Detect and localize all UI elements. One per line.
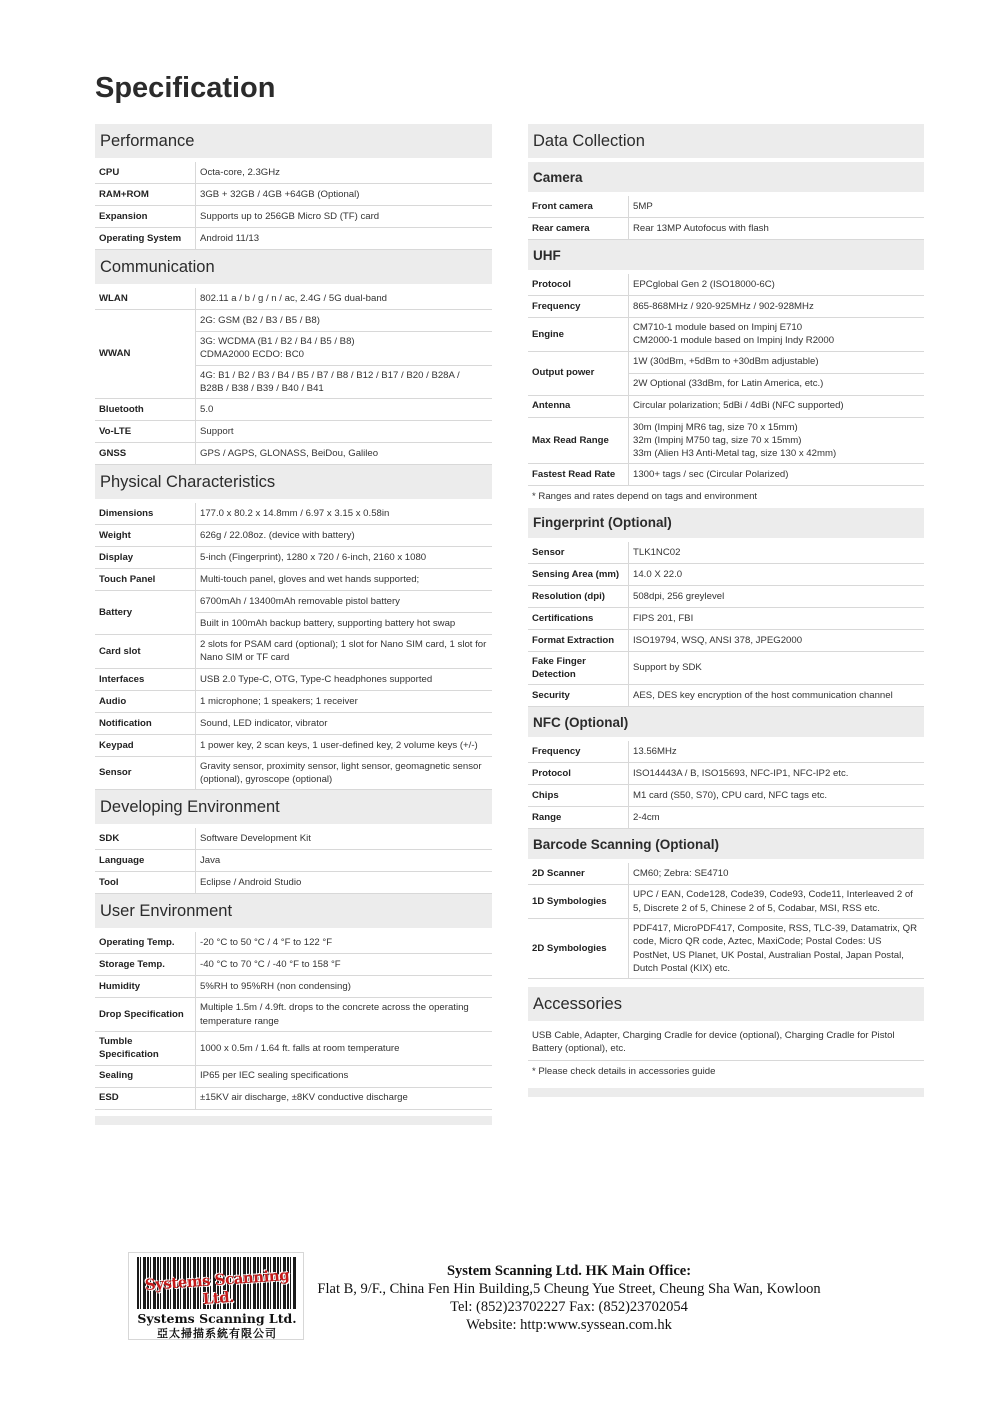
table-row xyxy=(528,685,924,707)
spec-value-1d-symbologies: UPC / EAN, Code128, Code39, Code93, Code11, Interleaved 2 of 5, Discrete 2 of 5, Chinese 2 of 5, Codabar, MSI, RSS etc. xyxy=(629,885,925,919)
table-row xyxy=(528,807,924,829)
section-heading-physical-characteristics: Physical Characteristics xyxy=(95,465,492,499)
spec-label-interfaces: Interfaces xyxy=(95,668,196,690)
spec-value-sdk: Software Development Kit xyxy=(196,828,493,850)
uhf-table xyxy=(528,274,924,486)
spec-label-sensor: Sensor xyxy=(528,542,629,564)
logo-brand-text: Systems Scanning Ltd. xyxy=(144,1265,290,1309)
spec-value-protocol: EPCglobal Gen 2 (ISO18000-6C) xyxy=(629,274,925,296)
fingerprint-optional-table xyxy=(528,542,924,708)
table-row xyxy=(528,296,924,318)
table-row xyxy=(95,668,492,690)
spec-label-2d-scanner: 2D Scanner xyxy=(528,863,629,885)
table-row xyxy=(95,635,492,669)
logo-name-cn: 亞太掃描系統有限公司 xyxy=(157,1328,277,1340)
spec-label-esd: ESD xyxy=(95,1087,196,1109)
spec-value-storage-temp: -40 °C to 70 °C / -40 °F to 158 °F xyxy=(196,954,493,976)
spec-value-max-read-range: 30m (Impinj MR6 tag, size 70 x 15mm) 32m (Impinj M750 tag, size 70 x 15mm) 33m (Alien H3 Anti-Metal tag, size 130 x 42mm) xyxy=(629,417,925,464)
spec-value-output-power: 2W Optional (33dBm, for Latin America, etc.) xyxy=(629,373,925,395)
spec-label-notification: Notification xyxy=(95,712,196,734)
table-row xyxy=(95,569,492,591)
subsection-heading-fingerprint-optional: Fingerprint (Optional) xyxy=(528,508,924,538)
spec-label-wlan: WLAN xyxy=(95,288,196,310)
right-column xyxy=(528,124,924,1097)
spec-label-audio: Audio xyxy=(95,690,196,712)
spec-value-2d-scanner: CM60; Zebra: SE4710 xyxy=(629,863,925,885)
table-row xyxy=(528,395,924,417)
footnote: * Ranges and rates depend on tags and environment xyxy=(532,491,758,503)
office-website[interactable]: Website: http:www.syssean.com.hk xyxy=(466,1317,672,1333)
spec-label-2d-symbologies: 2D Symbologies xyxy=(528,918,629,978)
table-row xyxy=(95,591,492,613)
spec-value-2d-symbologies: PDF417, MicroPDF417, Composite, RSS, TLC-39, Datamatrix, QR code, Micro QR code, Aztec, MaxiCode; Postal Codes: US PostNet, US Planet, UK Postal, Australian Postal, Japan Postal, Dutch Postal (KIX) etc. xyxy=(629,918,925,978)
subsection-heading-uhf: UHF xyxy=(528,240,924,270)
office-address: Flat B, 9/F., China Fen Hin Building,5 Cheung Yue Street, Cheung Sha Wan, Kowloon xyxy=(317,1281,821,1297)
footer xyxy=(128,1252,828,1340)
accessories-text: USB Cable, Adapter, Charging Cradle for device (optional), Charging Cradle for Pistol Battery (optional), etc. xyxy=(528,1025,924,1061)
table-row xyxy=(95,932,492,954)
table-row xyxy=(528,607,924,629)
spec-value-engine: CM710-1 module based on Impinj E710 CM2000-1 module based on Impinj Indy R2000 xyxy=(629,318,925,352)
table-row xyxy=(95,850,492,872)
spec-value-resolution-dpi: 508dpi, 256 greylevel xyxy=(629,585,925,607)
table-row xyxy=(528,785,924,807)
spec-label-wwan: WWAN xyxy=(95,310,196,399)
spec-label-fastest-read-rate: Fastest Read Rate xyxy=(528,464,629,486)
table-row xyxy=(528,274,924,296)
spec-label-vo-lte: Vo-LTE xyxy=(95,421,196,443)
spec-value-audio: 1 microphone; 1 speakers; 1 receiver xyxy=(196,690,493,712)
table-row xyxy=(95,206,492,228)
table-row xyxy=(528,542,924,564)
table-row xyxy=(528,464,924,486)
table-row xyxy=(95,998,492,1032)
section-heading-accessories: Accessories xyxy=(528,987,924,1021)
spec-label-card-slot: Card slot xyxy=(95,635,196,669)
spec-value-operating-temp: -20 °C to 50 °C / 4 °F to 122 °F xyxy=(196,932,493,954)
table-row xyxy=(95,1065,492,1087)
spec-value-expansion: Supports up to 256GB Micro SD (TF) card xyxy=(196,206,493,228)
section-heading-data-collection: Data Collection xyxy=(528,124,924,158)
spec-label-weight: Weight xyxy=(95,525,196,547)
section-heading-communication: Communication xyxy=(95,250,492,284)
spec-value-wwan: 3G: WCDMA (B1 / B2 / B4 / B5 / B8) CDMA2000 ECDO: BC0 xyxy=(196,332,493,366)
spec-value-security: AES, DES key encryption of the host communication channel xyxy=(629,685,925,707)
spec-label-frequency: Frequency xyxy=(528,741,629,763)
spec-label-range: Range xyxy=(528,807,629,829)
table-row xyxy=(95,399,492,421)
table-row xyxy=(95,756,492,790)
spec-label-operating-temp: Operating Temp. xyxy=(95,932,196,954)
spec-label-protocol: Protocol xyxy=(528,274,629,296)
table-row xyxy=(95,503,492,525)
spec-label-rear-camera: Rear camera xyxy=(528,218,629,240)
company-logo xyxy=(128,1252,304,1340)
table-row xyxy=(528,218,924,240)
spec-value-weight: 626g / 22.08oz. (device with battery) xyxy=(196,525,493,547)
spec-value-dimensions: 177.0 x 80.2 x 14.8mm / 6.97 x 3.15 x 0.58in xyxy=(196,503,493,525)
table-row xyxy=(528,763,924,785)
spec-value-esd: ±15KV air discharge, ±8KV conductive discharge xyxy=(196,1087,493,1109)
developing-environment-table xyxy=(95,828,492,894)
section-heading-developing-environment: Developing Environment xyxy=(95,790,492,824)
spec-value-battery: Built in 100mAh backup battery, supporting battery hot swap xyxy=(196,613,493,635)
spec-value-bluetooth: 5.0 xyxy=(196,399,493,421)
spec-value-wlan: 802.11 a / b / g / n / ac, 2.4G / 5G dual-band xyxy=(196,288,493,310)
spec-value-fastest-read-rate: 1300+ tags / sec (Circular Polarized) xyxy=(629,464,925,486)
table-row xyxy=(95,310,492,332)
spec-value-card-slot: 2 slots for PSAM card (optional); 1 slot for Nano SIM card, 1 slot for Nano SIM or TF card xyxy=(196,635,493,669)
spec-value-ram-rom: 3GB + 32GB / 4GB +64GB (Optional) xyxy=(196,184,493,206)
table-row xyxy=(95,184,492,206)
spec-value-cpu: Octa-core, 2.3GHz xyxy=(196,162,493,184)
table-row xyxy=(95,1031,492,1065)
spec-label-output-power: Output power xyxy=(528,351,629,395)
table-row xyxy=(528,417,924,464)
spec-value-format-extraction: ISO19794, WSQ, ANSI 378, JPEG2000 xyxy=(629,629,925,651)
spec-label-battery: Battery xyxy=(95,591,196,635)
office-phone: Tel: (852)23702227 Fax: (852)23702054 xyxy=(450,1299,688,1315)
table-row xyxy=(95,1087,492,1109)
spec-label-keypad: Keypad xyxy=(95,734,196,756)
spec-value-chips: M1 card (S50, S70), CPU card, NFC tags etc. xyxy=(629,785,925,807)
spec-value-protocol: ISO14443A / B, ISO15693, NFC-IP1, NFC-IP2 etc. xyxy=(629,763,925,785)
spec-label-antenna: Antenna xyxy=(528,395,629,417)
physical-characteristics-table xyxy=(95,503,492,790)
table-row xyxy=(528,318,924,352)
footnote: * Please check details in accessories guide xyxy=(532,1065,716,1077)
spec-label-bluetooth: Bluetooth xyxy=(95,399,196,421)
spec-label-storage-temp: Storage Temp. xyxy=(95,954,196,976)
table-row xyxy=(95,828,492,850)
spec-label-language: Language xyxy=(95,850,196,872)
spec-label-touch-panel: Touch Panel xyxy=(95,569,196,591)
spec-value-sensing-area-mm: 14.0 X 22.0 xyxy=(629,563,925,585)
spec-label-resolution-dpi: Resolution (dpi) xyxy=(528,585,629,607)
user-environment-table xyxy=(95,932,492,1109)
table-row xyxy=(95,690,492,712)
spec-value-fake-finger-detection: Support by SDK xyxy=(629,651,925,685)
spec-value-sealing: IP65 per IEC sealing specifications xyxy=(196,1065,493,1087)
barcode-scanning-optional-table xyxy=(528,863,924,979)
spec-label-tool: Tool xyxy=(95,872,196,894)
camera-table xyxy=(528,196,924,240)
table-row xyxy=(528,585,924,607)
spec-value-frequency: 13.56MHz xyxy=(629,741,925,763)
section-heading-performance: Performance xyxy=(95,124,492,158)
spec-value-front-camera: 5MP xyxy=(629,196,925,218)
spec-value-drop-specification: Multiple 1.5m / 4.9ft. drops to the concrete across the operating temperature range xyxy=(196,998,493,1032)
subsection-heading-nfc-optional: NFC (Optional) xyxy=(528,707,924,737)
table-row xyxy=(528,651,924,685)
subsection-heading-camera: Camera xyxy=(528,162,924,192)
table-row xyxy=(95,228,492,250)
table-row xyxy=(528,918,924,978)
nfc-optional-table xyxy=(528,741,924,829)
spec-value-display: 5-inch (Fingerprint), 1280 x 720 / 6-inch, 2160 x 1080 xyxy=(196,547,493,569)
spec-label-gnss: GNSS xyxy=(95,443,196,465)
spec-label-cpu: CPU xyxy=(95,162,196,184)
table-row xyxy=(95,954,492,976)
spec-value-tumble-specification: 1000 x 0.5m / 1.64 ft. falls at room temperature xyxy=(196,1031,493,1065)
spec-value-humidity: 5%RH to 95%RH (non condensing) xyxy=(196,976,493,998)
spec-label-tumble-specification: Tumble Specification xyxy=(95,1031,196,1065)
spec-label-chips: Chips xyxy=(528,785,629,807)
spec-value-sensor: TLK1NC02 xyxy=(629,542,925,564)
table-row xyxy=(95,872,492,894)
spec-value-sensor: Gravity sensor, proximity sensor, light sensor, geomagnetic sensor (optional), gyroscope (optional) xyxy=(196,756,493,790)
spec-value-wwan: 4G: B1 / B2 / B3 / B4 / B5 / B7 / B8 / B12 / B17 / B20 / B28A / B28B / B38 / B39 / B40 / B41 xyxy=(196,365,493,399)
table-row xyxy=(528,563,924,585)
spec-value-battery: 6700mAh / 13400mAh removable pistol battery xyxy=(196,591,493,613)
spec-label-max-read-range: Max Read Range xyxy=(528,417,629,464)
spec-value-frequency: 865-868MHz / 920-925MHz / 902-928MHz xyxy=(629,296,925,318)
logo-name-en: Systems Scanning Ltd. xyxy=(137,1311,297,1326)
subsection-heading-barcode-scanning-optional: Barcode Scanning (Optional) xyxy=(528,829,924,859)
spec-value-language: Java xyxy=(196,850,493,872)
spec-value-certifications: FIPS 201, FBI xyxy=(629,607,925,629)
table-row xyxy=(528,351,924,373)
table-row xyxy=(95,288,492,310)
section-heading-user-environment: User Environment xyxy=(95,894,492,928)
spec-label-humidity: Humidity xyxy=(95,976,196,998)
performance-table xyxy=(95,162,492,250)
spec-value-antenna: Circular polarization; 5dBi / 4dBi (NFC supported) xyxy=(629,395,925,417)
divider xyxy=(528,1088,924,1097)
table-row xyxy=(95,443,492,465)
divider xyxy=(95,1116,492,1125)
contact-block xyxy=(314,1262,824,1334)
table-row xyxy=(95,976,492,998)
office-title: System Scanning Ltd. HK Main Office: xyxy=(446,1263,692,1279)
spec-value-touch-panel: Multi-touch panel, gloves and wet hands supported; xyxy=(196,569,493,591)
table-row xyxy=(528,863,924,885)
spec-label-front-camera: Front camera xyxy=(528,196,629,218)
spec-label-dimensions: Dimensions xyxy=(95,503,196,525)
table-row xyxy=(528,629,924,651)
spec-label-display: Display xyxy=(95,547,196,569)
spec-label-frequency: Frequency xyxy=(528,296,629,318)
table-row xyxy=(528,885,924,919)
spec-value-notification: Sound, LED indicator, vibrator xyxy=(196,712,493,734)
spec-label-drop-specification: Drop Specification xyxy=(95,998,196,1032)
spec-label-sensing-area-mm: Sensing Area (mm) xyxy=(528,563,629,585)
spec-value-vo-lte: Support xyxy=(196,421,493,443)
table-row xyxy=(95,421,492,443)
spec-value-keypad: 1 power key, 2 scan keys, 1 user-defined key, 2 volume keys (+/-) xyxy=(196,734,493,756)
spec-label-format-extraction: Format Extraction xyxy=(528,629,629,651)
table-row xyxy=(528,741,924,763)
table-row xyxy=(95,525,492,547)
spec-label-fake-finger-detection: Fake Finger Detection xyxy=(528,651,629,685)
spec-value-rear-camera: Rear 13MP Autofocus with flash xyxy=(629,218,925,240)
spec-label-1d-symbologies: 1D Symbologies xyxy=(528,885,629,919)
table-row xyxy=(528,196,924,218)
spec-label-security: Security xyxy=(528,685,629,707)
communication-table xyxy=(95,288,492,465)
table-row xyxy=(95,734,492,756)
spec-value-operating-system: Android 11/13 xyxy=(196,228,493,250)
spec-value-range: 2-4cm xyxy=(629,807,925,829)
table-row xyxy=(95,547,492,569)
page-title: Specification xyxy=(95,72,276,104)
spec-value-tool: Eclipse / Android Studio xyxy=(196,872,493,894)
spec-label-ram-rom: RAM+ROM xyxy=(95,184,196,206)
spec-label-protocol: Protocol xyxy=(528,763,629,785)
spec-value-gnss: GPS / AGPS, GLONASS, BeiDou, Galileo xyxy=(196,443,493,465)
table-row xyxy=(95,162,492,184)
spec-value-interfaces: USB 2.0 Type-C, OTG, Type-C headphones supported xyxy=(196,668,493,690)
spec-label-sensor: Sensor xyxy=(95,756,196,790)
left-column xyxy=(95,124,492,1125)
spec-label-operating-system: Operating System xyxy=(95,228,196,250)
spec-label-expansion: Expansion xyxy=(95,206,196,228)
spec-label-sealing: Sealing xyxy=(95,1065,196,1087)
table-row xyxy=(95,712,492,734)
spec-label-engine: Engine xyxy=(528,318,629,352)
spec-value-output-power: 1W (30dBm, +5dBm to +30dBm adjustable) xyxy=(629,351,925,373)
spec-label-certifications: Certifications xyxy=(528,607,629,629)
spec-label-sdk: SDK xyxy=(95,828,196,850)
spec-value-wwan: 2G: GSM (B2 / B3 / B5 / B8) xyxy=(196,310,493,332)
